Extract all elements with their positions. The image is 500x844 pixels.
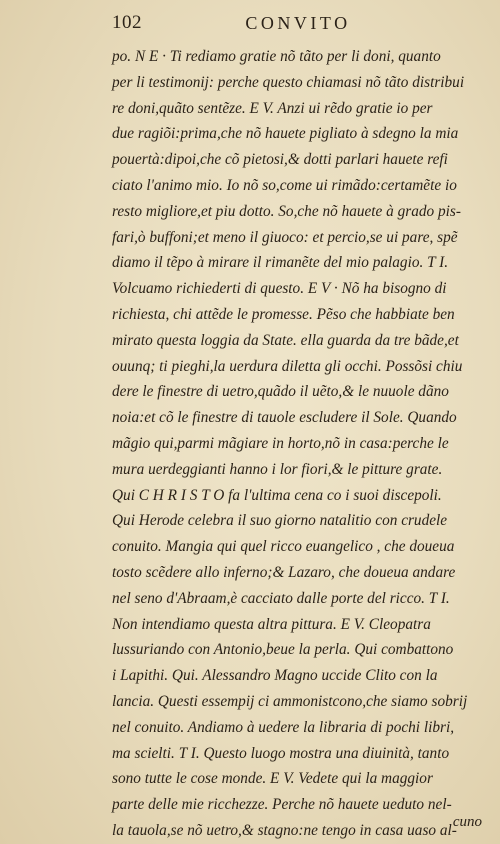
- text-line: fari,ò buffoni;et meno il giuoco: et percio,se ui pare, spẽ: [112, 228, 458, 246]
- text-line: mirato questa loggia da State. ella guarda da tre bãde,et: [112, 331, 459, 349]
- text-line: lussuriando con Antonio,beue la perla. Qui combattono: [112, 641, 454, 659]
- text-line: mãgio qui,parmi mãgiare in horto,nõ in casa:perche le: [112, 434, 449, 452]
- text-line: la tauola,se nõ uetro,& stagno:ne tengo in casa uaso al-: [112, 821, 457, 839]
- text-line: sono tutte le cose monde. E V. Vedete qui la maggior: [112, 770, 433, 788]
- text-line: Qui Herode celebra il suo giorno natalitio con crudele: [112, 512, 448, 530]
- text-line: ouunq; ti pieghi,la uerdura diletta gli occhi. Possõsi chiu: [112, 357, 463, 375]
- text-line: lancia. Questi essempij ci ammonistcono,che siamo sobrij: [112, 692, 468, 710]
- text-line: dere le finestre di uetro,quãdo il uẽto,& le nuuole dãno: [112, 383, 449, 401]
- text-line: resto migliore,et piu dotto. So,che nõ hauete à grado pis-: [112, 202, 461, 220]
- text-line: i Lapithi. Qui. Alessandro Magno uccide Clito con la: [112, 667, 438, 685]
- text-line: diamo il tẽpo à mirare il rimanẽte del mio palagio. T I.: [112, 254, 449, 272]
- text-line: noia:et cõ le finestre di tauole escludere il Sole. Quando: [112, 409, 457, 427]
- text-line: conuito. Mangia qui quel ricco euangelico , che doueua: [112, 538, 455, 556]
- text-line: pouertà:dipoi,che cõ pietosi,& dotti parlari hauete refi: [112, 151, 448, 169]
- catchword: cuno: [452, 814, 482, 830]
- text-line: Qui C H R I S T O fa l'ultima cena co i suoi discepoli.: [112, 486, 442, 504]
- text-line: nel conuito. Andiamo à uedere la libraria di pochi libri,: [112, 718, 455, 736]
- page-number: 102: [112, 12, 142, 33]
- text-line: richiesta, chi attẽde le promesse. Pẽso che habbiate ben: [112, 305, 455, 323]
- running-title: CONVITO: [245, 13, 351, 33]
- text-line: re doni,quãto sentẽze. E V. Anzi ui rẽdo gratie io per: [112, 99, 433, 117]
- body-text: [112, 44, 484, 844]
- text-line: mura uerdeggianti hanno i lor fiori,& le pitture grate.: [112, 460, 443, 478]
- text-line: ma scielti. T I. Questo luogo mostra una diuinità, tanto: [112, 744, 450, 762]
- text-line: po. N E · Ti rediamo gratie nõ tãto per li doni, quanto: [112, 48, 441, 65]
- text-line: Volcuamo richiederti di questo. E V · Nõ ha bisogno di: [112, 280, 447, 298]
- page-header: [112, 12, 484, 36]
- text-line: Non intendiamo questa altra pittura. E V. Cleopatra: [112, 615, 431, 633]
- text-line: per li testimonij: perche questo chiamasi nõ tãto distribui: [112, 73, 465, 91]
- text-line: tosto scẽdere allo inferno;& Lazaro, che doueua andare: [112, 563, 456, 581]
- text-line: nel seno d'Abraam,è cacciato dalle porte del ricco. T I.: [112, 589, 450, 607]
- text-line: due ragiõi:prima,che nõ hauete pigliato à sdegno la mia: [112, 125, 459, 143]
- text-line: parte delle mie ricchezze. Perche nõ hauete ueduto nel-: [112, 796, 452, 814]
- text-line: ciato l'animo mio. Io nõ so,come ui rimãdo:certamẽte io: [112, 176, 457, 194]
